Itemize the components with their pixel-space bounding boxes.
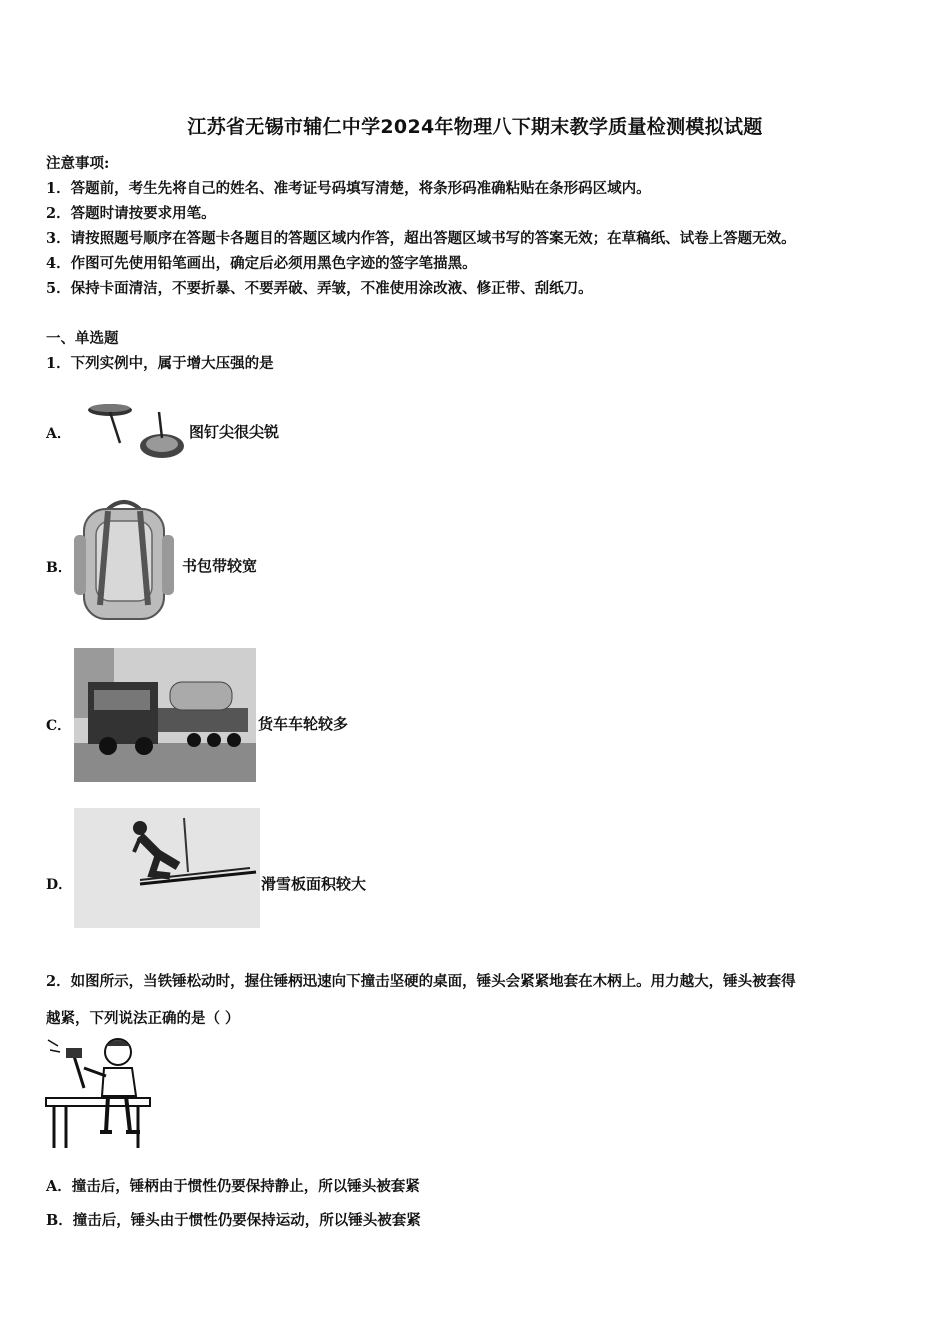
q1-stem: 1．下列实例中，属于增大压强的是 <box>46 355 274 372</box>
section-heading: 一、单选题 <box>46 330 119 347</box>
q1-option-b-label: B． <box>46 560 72 576</box>
note-item: 2．答题时请按要求用笔。 <box>46 205 216 222</box>
hammer-boy-image <box>44 1036 158 1154</box>
q2-option-a-text: 撞击后，锤柄由于惯性仍要保持静止，所以锤头被套紧 <box>71 1178 420 1195</box>
backpack-image <box>70 495 178 625</box>
note-item: 3．请按照题号顺序在答题卡各题目的答题区域内作答，超出答题区域书写的答案无效；在草稿纸、试卷上答题无效。 <box>46 230 796 247</box>
note-item: 4．作图可先使用铅笔画出，确定后必须用黑色字迹的签字笔描黑。 <box>46 255 477 272</box>
note-item: 1．答题前，考生先将自己的姓名、准考证号码填写清楚，将条形码准确粘贴在条形码区域内。 <box>46 180 651 197</box>
q1-option-a-label: A． <box>46 426 71 442</box>
q1-option-d-text: 滑雪板面积较大 <box>261 875 367 893</box>
q2-option-b-label: B． <box>46 1212 73 1229</box>
thumbtack-image <box>80 398 188 470</box>
q2-option-a <box>46 1175 420 1196</box>
q1-option-b-text: 书包带较宽 <box>182 557 258 575</box>
q2-option-b-text: 撞击后，锤头由于惯性仍要保持运动，所以锤头被套紧 <box>72 1212 421 1229</box>
skier-image <box>74 808 260 928</box>
exam-title: 江苏省无锡市辅仁中学2024年物理八下期末教学质量检测模拟试题 <box>187 116 763 138</box>
q2-option-a-label: A． <box>46 1178 72 1195</box>
q1-option-c-label: C． <box>46 718 72 734</box>
note-item: 5．保持卡面清洁，不要折暴、不要弄破、弄皱，不准使用涂改液、修正带、刮纸刀。 <box>46 280 593 297</box>
q1-option-d-label: D． <box>46 877 73 893</box>
q2-stem-line2: 越紧，下列说法正确的是（ ） <box>46 1010 240 1027</box>
truck-image <box>74 648 256 782</box>
q1-option-c-text: 货车车轮较多 <box>258 715 349 733</box>
q2-stem-line1: 2．如图所示，当铁锤松动时，握住锤柄迅速向下撞击坚硬的桌面，锤头会紧紧地套在木柄上。用力越大，锤头被套得 <box>46 973 796 990</box>
q1-option-a-text: 图钉尖很尖锐 <box>189 423 280 441</box>
q2-option-b <box>46 1209 421 1230</box>
notes-heading: 注意事项: <box>46 155 110 172</box>
